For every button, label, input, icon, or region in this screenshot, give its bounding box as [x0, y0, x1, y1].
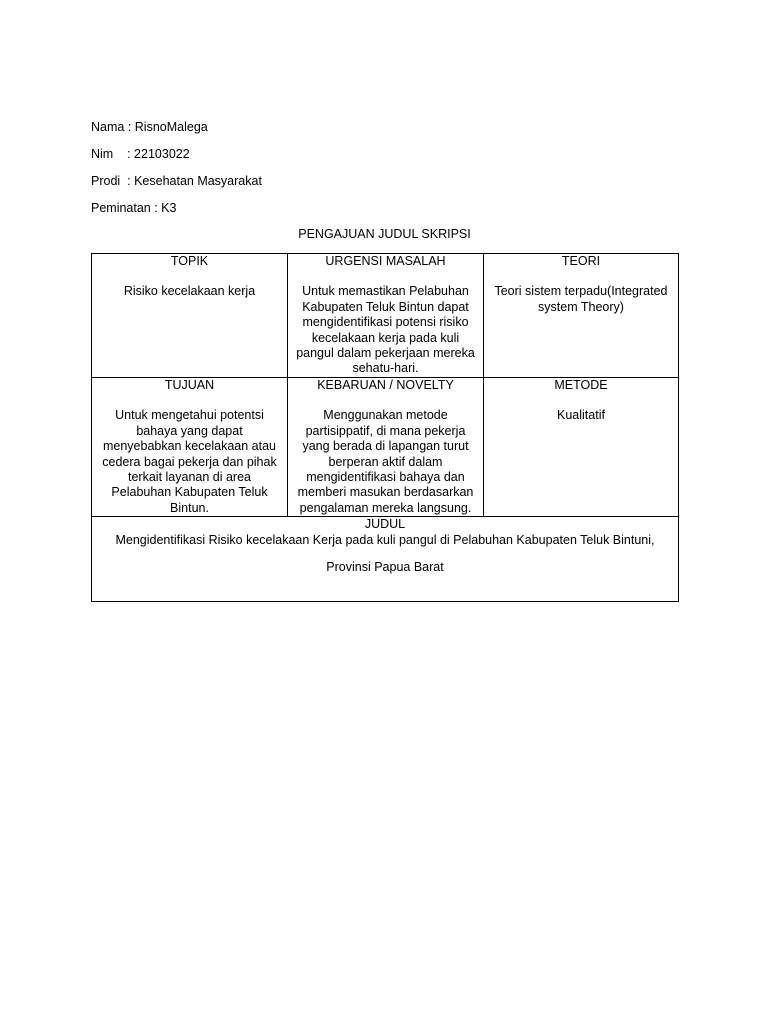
table-row [92, 254, 679, 378]
metode-cell [484, 378, 679, 517]
urgensi-text: Untuk memastikan Pelabuhan Kabupaten Teluk Bintun dapat mengidentifikasi potensi risiko kecelakaan kerja pada kuli pangul dalam pekerjaan mereka sehatu-hari. [296, 284, 475, 376]
tujuan-heading: TUJUAN [164, 378, 215, 392]
student-peminatan: Peminatan : K3 [91, 201, 177, 215]
topik-cell [92, 254, 288, 378]
document-title: PENGAJUAN JUDUL SKRIPSI [298, 227, 471, 241]
proposal-table [91, 253, 679, 602]
tujuan-cell [92, 378, 288, 517]
metode-text: Kualitatif [557, 408, 605, 423]
topik-text: Risiko kecelakaan kerja [123, 284, 256, 299]
tujuan-text: Untuk mengetahui potentsi bahaya yang dapat menyebabkan kecelakaan atau cedera bagai pekerja dan pihak terkait layanan di area Pelabuhan Kabupaten Teluk Bintun. [102, 408, 277, 515]
student-prodi: Prodi : Kesehatan Masyarakat [91, 174, 262, 188]
teori-heading: TEORI [561, 254, 601, 268]
judul-text-line2: Provinsi Papua Barat [326, 560, 444, 575]
urgensi-cell [288, 254, 484, 378]
teori-cell [484, 254, 679, 378]
judul-cell [92, 517, 679, 602]
novelty-text: Menggunakan metode partisippatif, di mana pekerja yang berada di lapangan turut berperan aktif dalam mengidentifikasi bahaya dan memberi masukan berdasarkan pengalaman mereka langsung. [297, 408, 474, 515]
table-row [92, 517, 679, 602]
table-row [92, 378, 679, 517]
judul-text-line1: Mengidentifikasi Risiko kecelakaan Kerja pada kuli pangul di Pelabuhan Kabupaten Teluk Bintuni, [115, 532, 655, 547]
student-nim: Nim : 22103022 [91, 147, 190, 161]
topik-heading: TOPIK [170, 254, 209, 268]
novelty-cell [288, 378, 484, 517]
novelty-heading: KEBARUAN / NOVELTY [317, 378, 454, 392]
teori-text: Teori sistem terpadu(Integrated system Theory) [494, 284, 668, 314]
judul-heading: JUDUL [364, 517, 406, 532]
metode-heading: METODE [554, 378, 608, 392]
urgensi-heading: URGENSI MASALAH [325, 254, 446, 268]
student-name: Nama : RisnoMalega [91, 120, 208, 134]
